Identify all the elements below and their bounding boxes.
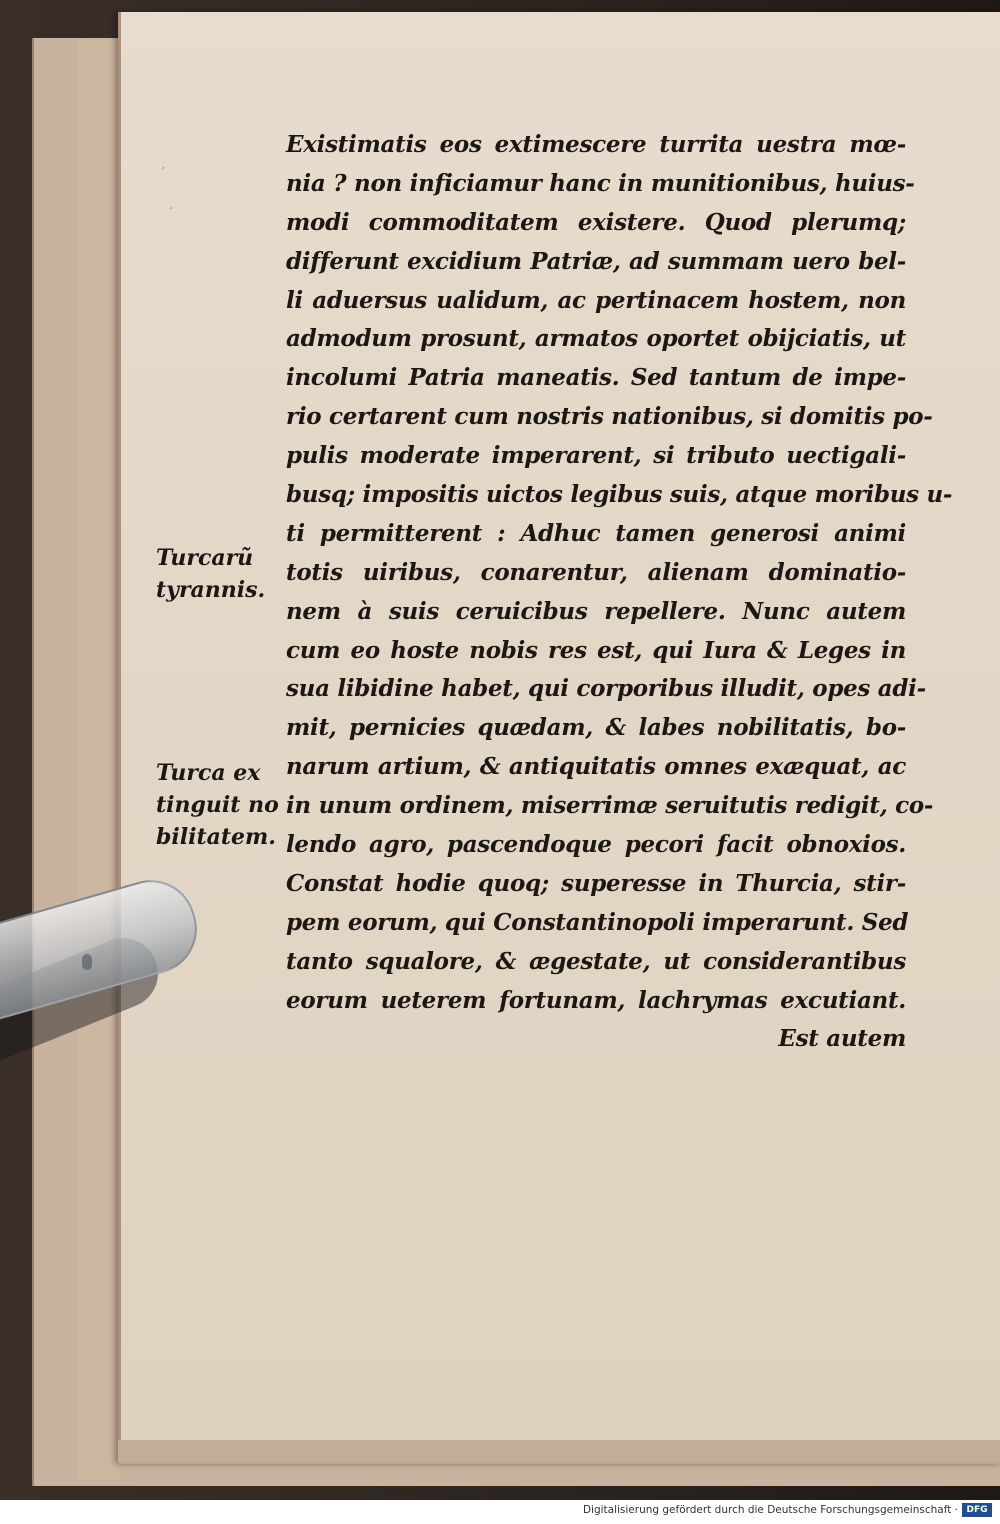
text-line: li aduersus ualidum, ac pertinacem hostem, non — [286, 286, 906, 314]
footer-credit: Digitalisierung gefördert durch die Deutsche Forschungsgemeinschaft · — [582, 1504, 958, 1516]
text-line: mit, pernicies quædam, & labes nobilitatis, bo- — [286, 714, 906, 742]
text-line: totis uiribus, conarentur, alienam dominatio- — [286, 558, 906, 586]
page-bottom-edge — [118, 1440, 1000, 1462]
text-line: rio certarent cum nostris nationibus, si domitis po- — [286, 403, 933, 431]
text-line: sua libidine habet, qui corporibus illudit, opes adi- — [286, 675, 926, 703]
text-line: modi commoditatem existere. Quod plerumq; — [286, 208, 906, 236]
bleed-through-mark: . — [160, 150, 167, 174]
text-line: cum eo hoste nobis res est, qui Iura & Leges in — [286, 636, 906, 664]
margin-note-line: Turca ex — [156, 760, 261, 786]
text-line: nem à suis ceruicibus repellere. Nunc autem — [286, 597, 906, 625]
bleed-through-mark: . — [168, 190, 175, 214]
margin-note-line: tinguit no — [156, 792, 279, 818]
text-line: busq; impositis uictos legibus suis, atque moribus u- — [286, 481, 953, 509]
text-line: lendo agro, pascendoque pecori facit obnoxios. — [286, 831, 906, 859]
margin-note-line: tyrannis. — [156, 577, 266, 603]
text-line: nia ? non inficiamur hanc in munitionibus, huius- — [286, 169, 915, 197]
clip-hole — [82, 954, 92, 970]
text-line: pem eorum, qui Constantinopoli imperarunt. Sed — [286, 908, 909, 936]
catchword: Est autem — [778, 1025, 906, 1053]
margin-note-line: Turcarũ — [156, 545, 254, 571]
dfg-logo-icon: DFG — [962, 1503, 992, 1517]
text-line: narum artium, & antiquitatis omnes exæquat, ac — [286, 753, 906, 781]
text-line: Existimatis eos extimescere turrita uestra mœ- — [286, 131, 906, 158]
text-line: in unum ordinem, miserrimæ seruitutis redigit, co- — [286, 792, 934, 820]
text-line: admodum prosunt, armatos oportet obijciatis, ut — [286, 325, 906, 353]
text-line: incolumi Patria maneatis. Sed tantum de impe- — [286, 364, 906, 392]
margin-note-line: bilitatem. — [156, 824, 276, 850]
margin-note-turcarum-tyrannis — [156, 542, 265, 606]
margin-note-turca-nobilitatem — [156, 757, 279, 853]
text-line: tanto squalore, & ægestate, ut considerantibus — [286, 947, 906, 975]
text-line: ti permitterent : Adhuc tamen generosi animi — [286, 519, 906, 547]
text-line: differunt excidium Patriæ, ad summam uero bel- — [286, 247, 906, 275]
text-line: Constat hodie quoq; superesse in Thurcia, stir- — [286, 869, 906, 897]
backing-strip — [78, 40, 120, 1480]
main-text-block — [286, 126, 953, 1059]
text-line: pulis moderate imperarent, si tributo uectigali- — [286, 442, 906, 470]
text-line: eorum ueterem fortunam, lachrymas excutiant. — [286, 986, 906, 1014]
